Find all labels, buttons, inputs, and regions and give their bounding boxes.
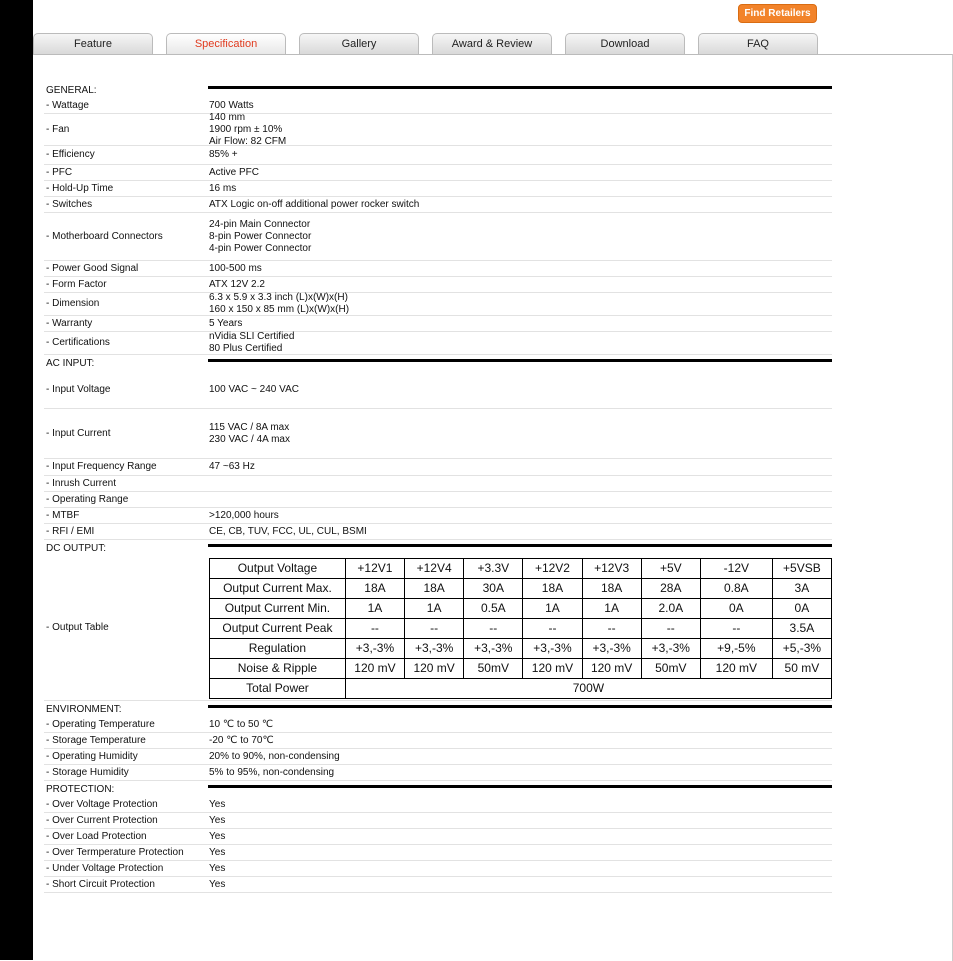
- table-cell: Noise & Ripple: [210, 658, 346, 678]
- table-cell: 18A: [345, 578, 404, 598]
- spec-value: [208, 799, 832, 811]
- table-cell: Output Current Min.: [210, 598, 346, 618]
- spec-value: [208, 167, 832, 179]
- section-header-dc-output: [44, 540, 832, 556]
- spec-value-line: 47 ~63 Hz: [209, 461, 255, 472]
- spec-value-line: CE, CB, TUV, FCC, UL, CUL, BSMI: [209, 525, 367, 537]
- table-cell: 120 mV: [405, 658, 464, 678]
- spec-value-line: 16 ms: [209, 182, 237, 194]
- table-cell: 3A: [772, 578, 831, 598]
- left-dark-bar: [0, 0, 33, 960]
- table-header-cell: -12V: [700, 558, 772, 578]
- spec-value: [208, 847, 832, 859]
- spec-label: - RFI / EMI: [46, 525, 95, 537]
- spec-label: - Form Factor: [46, 278, 107, 290]
- spec-row: [44, 492, 832, 508]
- table-cell: 50 mV: [772, 658, 831, 678]
- spec-value-line: 160 x 150 x 85 mm (L)x(W)x(H): [209, 304, 350, 315]
- output-table: [209, 558, 832, 699]
- spec-label: - Inrush Current: [46, 477, 117, 489]
- spec-label: - Storage Temperature: [46, 734, 146, 746]
- spec-row: [44, 845, 832, 861]
- table-cell: +3,-3%: [405, 638, 464, 658]
- section-header-general: [44, 82, 832, 98]
- spec-label: - Input Current: [46, 427, 111, 439]
- spec-sheet: [44, 82, 832, 893]
- spec-value-line: Yes: [209, 830, 226, 842]
- table-cell: --: [405, 618, 464, 638]
- tab-award-review[interactable]: Award & Review: [432, 33, 552, 54]
- spec-row: [44, 717, 832, 733]
- table-cell: --: [464, 618, 523, 638]
- section-title: ENVIRONMENT:: [46, 703, 122, 715]
- spec-value-line: 140 mm: [209, 111, 246, 123]
- table-cell: +3,-3%: [641, 638, 700, 658]
- spec-value: [208, 263, 832, 275]
- tab-download[interactable]: Download: [565, 33, 685, 54]
- section-title: GENERAL:: [46, 84, 97, 96]
- spec-row: [44, 213, 832, 261]
- spec-label: - PFC: [46, 166, 73, 178]
- spec-label: - Over Termperature Protection: [46, 846, 184, 858]
- spec-value-line: 8-pin Power Connector: [209, 230, 312, 242]
- spec-value: [208, 199, 832, 211]
- spec-row: [44, 797, 832, 813]
- spec-row: [44, 524, 832, 540]
- table-cell: 50mV: [641, 658, 700, 678]
- spec-value-line: Active PFC: [209, 166, 260, 178]
- spec-row: [44, 409, 832, 459]
- spec-label: - Operating Humidity: [46, 750, 138, 762]
- tab-faq[interactable]: FAQ: [698, 33, 818, 54]
- spec-value: [208, 331, 832, 355]
- spec-label: - Over Current Protection: [46, 814, 158, 826]
- spec-label: - Input Voltage: [46, 383, 111, 395]
- section-rule: [208, 359, 832, 362]
- table-cell: 1A: [345, 598, 404, 618]
- table-cell: 1A: [523, 598, 582, 618]
- spec-value-line: 700 Watts: [209, 99, 254, 111]
- spec-value-line: 230 VAC / 4A max: [209, 433, 290, 445]
- spec-label: - Switches: [46, 198, 93, 210]
- spec-row: [44, 861, 832, 877]
- total-power-row: [210, 678, 832, 698]
- table-cell: Output Current Max.: [210, 578, 346, 598]
- spec-row: [44, 877, 832, 893]
- spec-value: [208, 461, 832, 473]
- table-header-cell: +12V1: [345, 558, 404, 578]
- spec-row: [44, 765, 832, 781]
- spec-label: - Operating Temperature: [46, 718, 155, 730]
- spec-label: - Certifications: [46, 337, 110, 348]
- spec-value-line: ATX Logic on-off additional power rocker switch: [209, 198, 420, 210]
- spec-value-line: 115 VAC / 8A max: [209, 421, 290, 433]
- spec-row: [44, 749, 832, 765]
- spec-value: [208, 751, 832, 763]
- spec-label: - Under Voltage Protection: [46, 862, 164, 874]
- spec-value: [208, 735, 832, 747]
- spec-value-line: 20% to 90%, non-condensing: [209, 750, 340, 762]
- spec-value: [208, 422, 832, 446]
- table-header-cell: +5VSB: [772, 558, 831, 578]
- spec-row: [44, 829, 832, 845]
- spec-row: [44, 316, 832, 332]
- find-retailers-button[interactable]: Find Retailers: [738, 4, 817, 23]
- table-cell: 0.5A: [464, 598, 523, 618]
- spec-value: [208, 292, 832, 316]
- table-cell: +5,-3%: [772, 638, 831, 658]
- spec-value: [208, 863, 832, 875]
- spec-value-line: 10 ℃ to 50 ℃: [209, 718, 274, 730]
- spec-value-line: Yes: [209, 814, 226, 826]
- table-cell: 18A: [405, 578, 464, 598]
- spec-value: [208, 149, 832, 161]
- table-header-cell: +12V4: [405, 558, 464, 578]
- spec-label: - Dimension: [46, 298, 100, 309]
- table-cell: 2.0A: [641, 598, 700, 618]
- spec-row: [44, 165, 832, 181]
- spec-value: [208, 219, 832, 255]
- table-cell: --: [523, 618, 582, 638]
- spec-value-line: 5% to 95%, non-condensing: [209, 766, 335, 778]
- section-rule: [208, 544, 832, 547]
- spec-label: - Operating Range: [46, 493, 129, 505]
- section-title: PROTECTION:: [46, 783, 115, 795]
- table-cell: 1A: [582, 598, 641, 618]
- spec-label: - Power Good Signal: [46, 262, 139, 274]
- spec-value-line: Yes: [209, 862, 226, 874]
- spec-value: [208, 279, 832, 291]
- table-cell: Regulation: [210, 638, 346, 658]
- spec-label: - Output Table: [46, 622, 109, 633]
- spec-label: - Over Load Protection: [46, 830, 147, 842]
- spec-value: [208, 183, 832, 195]
- table-cell: 18A: [582, 578, 641, 598]
- spec-row: [44, 332, 832, 355]
- spec-value-line: 24-pin Main Connector: [209, 218, 311, 230]
- table-cell: 120 mV: [523, 658, 582, 678]
- table-cell: 3.5A: [772, 618, 831, 638]
- table-row: [210, 658, 832, 678]
- spec-value-line: >120,000 hours: [209, 509, 279, 521]
- table-header-cell: Output Voltage: [210, 558, 346, 578]
- spec-row: [44, 371, 832, 409]
- output-table-cell: [208, 558, 832, 699]
- spec-value: [208, 831, 832, 843]
- spec-row: [44, 197, 832, 213]
- output-table-header: [210, 558, 832, 578]
- spec-label: - Warranty: [46, 317, 93, 329]
- spec-row: [44, 146, 832, 165]
- spec-value-line: Air Flow: 82 CFM: [209, 135, 287, 147]
- spec-row: [44, 459, 832, 476]
- spec-value-line: 6.3 x 5.9 x 3.3 inch (L)x(W)x(H): [209, 292, 348, 303]
- table-cell: 1A: [405, 598, 464, 618]
- spec-label: - Hold-Up Time: [46, 182, 114, 194]
- table-header-cell: +3.3V: [464, 558, 523, 578]
- section-rule: [208, 705, 832, 708]
- spec-row: [44, 111, 832, 147]
- table-cell: Output Current Peak: [210, 618, 346, 638]
- spec-value-line: 5 Years: [209, 317, 243, 329]
- table-cell: +3,-3%: [345, 638, 404, 658]
- table-cell: +3,-3%: [464, 638, 523, 658]
- spec-value: [208, 767, 832, 779]
- table-cell: +9,-5%: [700, 638, 772, 658]
- spec-value: [208, 510, 832, 522]
- spec-row: [44, 476, 832, 492]
- spec-value: [208, 112, 832, 148]
- tab-bar: [33, 33, 953, 55]
- spec-label: - Fan: [46, 123, 70, 135]
- total-power-value: 700W: [345, 678, 831, 698]
- section-header-protection: [44, 781, 832, 797]
- spec-value: [208, 384, 832, 396]
- spec-value-line: 80 Plus Certified: [209, 343, 283, 354]
- spec-row: [44, 181, 832, 197]
- spec-row: [44, 813, 832, 829]
- spec-row: [44, 293, 832, 316]
- spec-value: [208, 526, 832, 538]
- spec-value-line: 100-500 ms: [209, 262, 262, 274]
- tab-specification[interactable]: Specification: [166, 33, 286, 54]
- table-header-cell: +12V3: [582, 558, 641, 578]
- table-cell: --: [700, 618, 772, 638]
- section-title: DC OUTPUT:: [46, 542, 106, 554]
- table-header-cell: +12V2: [523, 558, 582, 578]
- spec-value-line: 85% +: [209, 149, 238, 160]
- spec-value-line: Yes: [209, 798, 226, 810]
- spec-label: - Input Frequency Range: [46, 461, 157, 472]
- spec-value: [208, 100, 832, 112]
- table-cell: 30A: [464, 578, 523, 598]
- table-cell: 50mV: [464, 658, 523, 678]
- table-header-cell: +5V: [641, 558, 700, 578]
- spec-value-line: 100 VAC ~ 240 VAC: [209, 383, 299, 395]
- table-cell: 18A: [523, 578, 582, 598]
- spec-label: - Wattage: [46, 99, 89, 111]
- table-cell: +3,-3%: [582, 638, 641, 658]
- table-cell: 120 mV: [700, 658, 772, 678]
- section-rule: [208, 86, 832, 89]
- spec-row: [44, 733, 832, 749]
- spec-row: [44, 261, 832, 277]
- table-cell: 120 mV: [582, 658, 641, 678]
- spec-label: - Over Voltage Protection: [46, 798, 158, 810]
- tab-gallery[interactable]: Gallery: [299, 33, 419, 54]
- table-cell: 28A: [641, 578, 700, 598]
- tab-feature[interactable]: Feature: [33, 33, 153, 54]
- spec-value-line: 4-pin Power Connector: [209, 242, 312, 254]
- spec-value: [208, 318, 832, 330]
- table-cell: 0A: [772, 598, 831, 618]
- spec-value: [208, 879, 832, 891]
- spec-row: [44, 508, 832, 524]
- section-rule: [208, 785, 832, 788]
- table-cell: --: [345, 618, 404, 638]
- section-header-environment: [44, 701, 832, 717]
- spec-value-line: -20 ℃ to 70℃: [209, 734, 274, 746]
- table-cell: 0.8A: [700, 578, 772, 598]
- spec-label: - Storage Humidity: [46, 766, 129, 778]
- spec-row: [44, 277, 832, 293]
- spec-value-line: ATX 12V 2.2: [209, 278, 265, 290]
- table-row: [210, 618, 832, 638]
- spec-label: - Motherboard Connectors: [46, 230, 163, 242]
- table-row: [210, 598, 832, 618]
- spec-label: - MTBF: [46, 509, 80, 521]
- total-power-label: Total Power: [210, 678, 346, 698]
- table-cell: --: [641, 618, 700, 638]
- spec-value-line: Yes: [209, 878, 226, 890]
- spec-label: - Short Circuit Protection: [46, 878, 155, 890]
- spec-value-line: 1900 rpm ± 10%: [209, 123, 283, 135]
- table-cell: 0A: [700, 598, 772, 618]
- spec-label: - Efficiency: [46, 149, 95, 160]
- section-header-ac-input: [44, 355, 832, 371]
- spec-value: [208, 719, 832, 731]
- table-cell: 120 mV: [345, 658, 404, 678]
- section-title: AC INPUT:: [46, 357, 95, 369]
- table-cell: +3,-3%: [523, 638, 582, 658]
- spec-value-line: Yes: [209, 846, 226, 858]
- table-cell: --: [582, 618, 641, 638]
- table-row: [210, 578, 832, 598]
- spec-value-line: nVidia SLI Certified: [209, 331, 295, 342]
- spec-value: [208, 815, 832, 827]
- table-row: [210, 638, 832, 658]
- output-table-row: [44, 556, 832, 701]
